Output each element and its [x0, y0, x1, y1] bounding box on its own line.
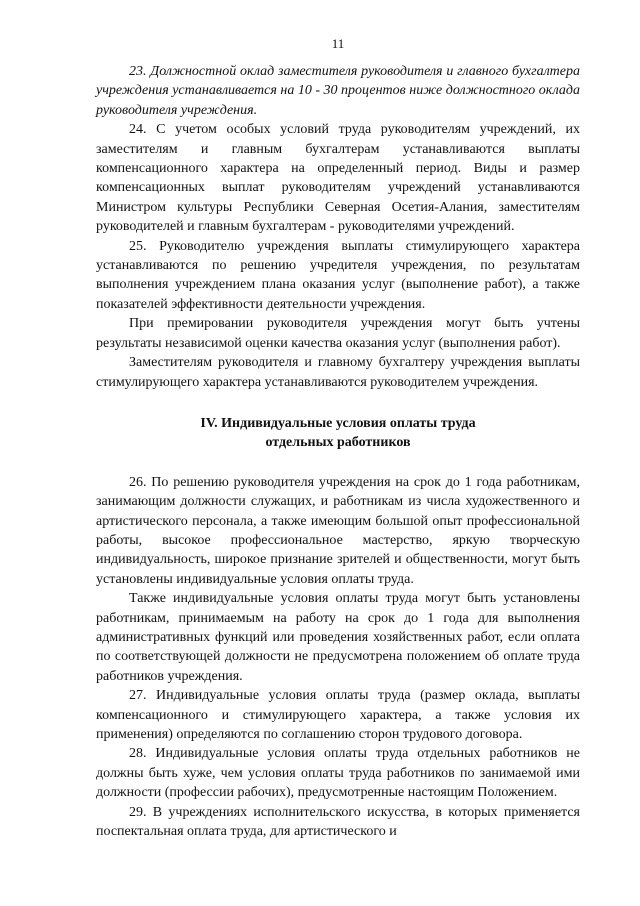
document-page	[96, 0, 580, 906]
paragraph-28: 28. Индивидуальные условия оплаты труда отдельных работников не должны быть хуже, чем условия оплаты труда работников по занимаемой ими должности (профессии рабочих), предусмотренные настоящим Положением.	[96, 746, 580, 801]
paragraph-27: 27. Индивидуальные условия оплаты труда (размер оклада, выплаты компенсационного и стимулирующего характера, а также условия их применения) определяются по соглашению сторон трудового договора.	[96, 688, 580, 742]
page-number: 11	[331, 36, 345, 51]
paragraph-24: 24. С учетом особых условий труда руководителям учреждений, их заместителям и главным бухгалтерам устанавливаются выплаты компенсационного характера на определенный период. Виды и размер компенсационных выплат руководителям учреждений устанавливаются Министром культуры Республики Северная Осетия-Алания, заместителям руководителей и главным бухгалтерам - руководителями учреждений.	[96, 122, 580, 235]
paragraph-23: 23. Должностной оклад заместителя руководителя и главного бухгалтера учреждения устанавливается на 10 - 30 процентов ниже должностного оклада руководителя учреждения.	[96, 64, 580, 118]
paragraph-25: 25. Руководителю учреждения выплаты стимулирующего характера устанавливаются по решению учредителя учреждения, по результатам выполнения учреждением плана оказания услуг (выполнение работ), а также показателей эффективности деятельности учреждения.	[96, 238, 580, 312]
section-iv-heading-line2: отдельных работников	[265, 435, 411, 451]
paragraph-29: 29. В учреждениях исполнительского искусства, в которых применяется поспектальная оплата труда, для артистического и	[96, 804, 580, 840]
section-iv-heading-line1: IV. Индивидуальные условия оплаты труда	[200, 415, 476, 431]
document-body	[96, 62, 580, 841]
paragraph-25-deputies: Заместителям руководителя и главному бухгалтеру учреждения выплаты стимулирующего характера устанавливаются руководителем учреждения.	[96, 355, 580, 390]
section-iv-heading	[96, 414, 580, 453]
paragraph-26: 26. По решению руководителя учреждения на срок до 1 года работникам, занимающим должности служащих, и работникам из числа художественного и артистического персонала, а также имеющим большой опыт профессиональной работы, высокое профессиональное мастерство, яркую творческую индивидуальность, широкое признание зрителей и общественности, могут быть установлены индивидуальные условия оплаты труда.	[96, 474, 580, 587]
paragraph-25-bonus: При премировании руководителя учреждения могут быть учтены результаты независимой оценки качества оказания услуг (выполнения работ).	[96, 316, 580, 351]
paragraph-26-also: Также индивидуальные условия оплаты труда могут быть установлены работникам, принимаемым на работу на срок до 1 года для выполнения административных функций или проведения хозяйственных работ, если оплата по соответствующей должности не предусмотрена положением об оплате труда работников учреждения.	[96, 591, 580, 684]
